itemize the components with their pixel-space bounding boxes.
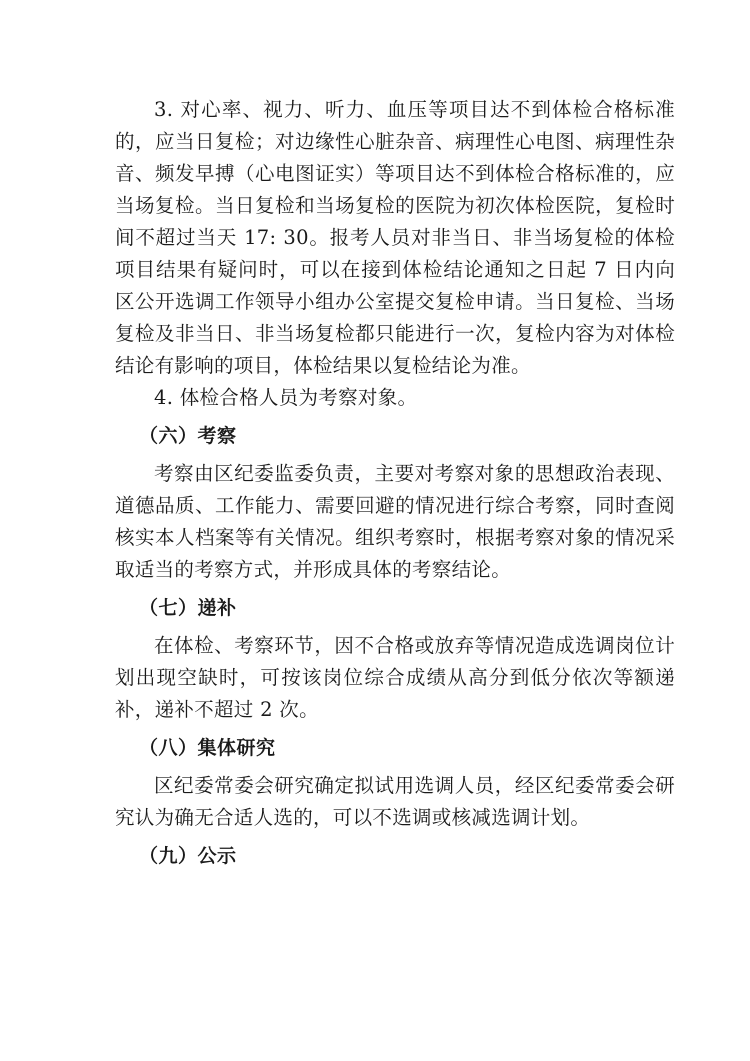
section-heading-substitution: （七）递补	[139, 597, 237, 619]
paragraph-inspection: 考察由区纪委监委负责，主要对考察对象的思想政治表现、道德品质、工作能力、需要回避的情况进行综合考察，同时查阅核实本人档案等有关情况。组织考察时，根据考察对象的情况采取适当的考察方式，并形成具体的考察结论。	[115, 462, 675, 581]
paragraph-qualified-candidates: 4. 体检合格人员为考察对象。	[154, 386, 418, 409]
section-heading-collective-study: （八）集体研究	[139, 737, 276, 759]
paragraph-collective-study: 区纪委常委会研究确定拟试用选调人员，经区纪委常委会研究认为确无合适人选的，可以不选调或核减选调计划。	[115, 774, 675, 829]
paragraph-reexamination: 3. 对心率、视力、听力、血压等项目达不到体检合格标准的，应当日复检；对边缘性心脏杂音、病理性心电图、病理性杂音、频发早搏（心电图证实）等项目达不到体检合格标准的，应当场复检。当日复检和当场复检的医院为初次体检医院，复检时间不超过当天 17: 30。报考人员对非当日、非当场复检的体检项目结果有疑问时，可以在接到体检结论通知之日起 7 日内向区公开选调工作领导小组办公室提交复检申请。当日复检、当场复检及非当日、非当场复检都只能进行一次，复检内容为对体检结论有影响的项目，体检结果以复检结论为准。	[115, 98, 675, 377]
paragraph-substitution: 在体检、考察环节，因不合格或放弃等情况造成选调岗位计划出现空缺时，可按该岗位综合成绩从高分到低分依次等额递补，递补不超过 2 次。	[115, 634, 675, 721]
document-page	[115, 94, 675, 878]
section-heading-inspection: （六）考察	[139, 425, 237, 447]
section-heading-publicity: （九）公示	[139, 845, 237, 867]
